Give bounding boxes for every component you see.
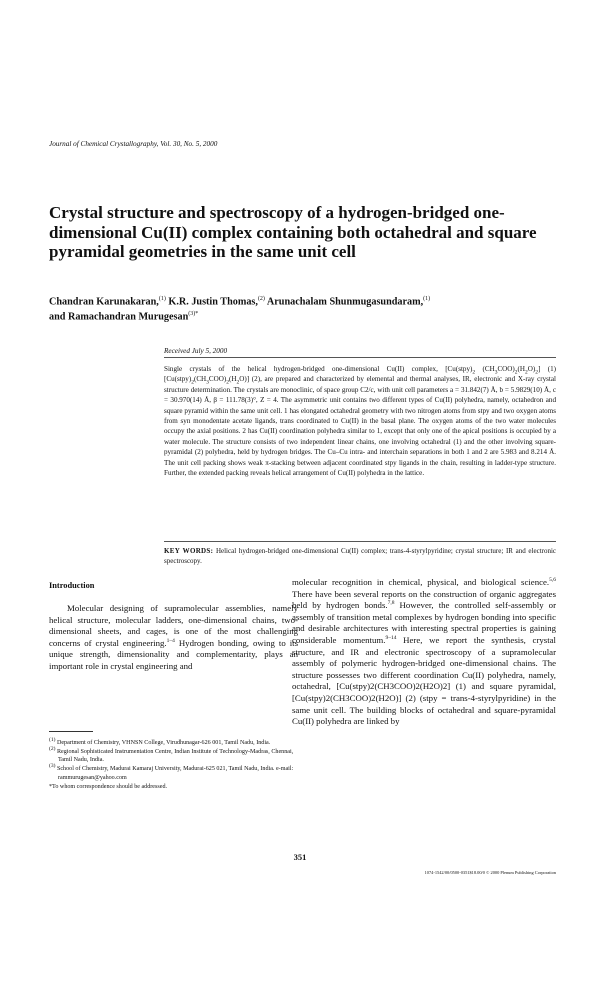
received-date: Received July 5, 2000 — [164, 347, 228, 355]
keywords-text: Helical hydrogen-bridged one-dimensional Cu(II) complex; trans-4-styrylpyridine; crystal structure; IR and electronic spectroscopy. — [164, 547, 557, 565]
footnote: *To whom correspondence should be addressed. — [49, 783, 168, 790]
page-number: 351 — [293, 852, 307, 862]
copyright-line: 1074-1542/00/0500-0351$18.00/0 © 2000 Plenum Publishing Corporation — [424, 870, 556, 875]
intro-right-column: molecular recognition in chemical, physical, and biological science.$^{5,6}$ There have been several reports on the construction of organic aggregates held by hydrogen bonds.$^{7,8}$ However, the controlled self-assembly or assembly of transition metal complexes by hydrogen bonding into specific and desirable architectures with interesting spectral properties is gaining considerable momentum.$^{9-14}$ Here, we report the synthesis, crystal structure, and IR and electronic spectroscopy of a supramolecular assembly of polymeric hydrogen-bridged one-dimensional chains. The structure possesses two different coordination Cu(II) polyhedra, namely, octahedral, [Cu(stpy)2(CH3COO)2(H2O)2] (1) and square pyramidal, [Cu(stpy)2(CH3COO)2(H2O)] (2) (stpy = trans-4-styrylpyridine) in the same unit cell. The building blocks of octahedral and square-pyramidal Cu(II) polyhedra are linked by — [292, 577, 556, 727]
footnote: $^{(1)}$ Department of Chemistry, VHNSN College, Virudhunagar-626 001, Tamil Nadu, India. — [49, 736, 271, 746]
author-affiliation: (2) — [257, 296, 265, 302]
author-affiliation: (1) — [158, 296, 166, 302]
footnote-rule — [49, 731, 93, 732]
author-affiliation: (1) — [423, 296, 431, 302]
section-heading: Introduction — [49, 581, 95, 590]
footnote: $^{(3)}$ School of Chemistry, Madurai Kamaraj University, Madurai-625 021, Tamil Nadu, India. e-mail: rammurugesan@yahoo.com — [49, 763, 294, 781]
intro-left-column: Molecular designing of supramolecular assemblies, namely helical structure, molecular ladders, one-dimensional chains, two-dimensional sheets, and cages, is one of the most challenging concerns of crystal engineering.$^{1-4}$ Hydrogen bonding, owing to its unique strength, dimensionality and complementarity, plays an important role in crystal engineering and — [49, 603, 298, 671]
abstract-bottom-rule — [164, 541, 556, 542]
keywords — [164, 547, 556, 567]
author-affiliation: (3)* — [188, 311, 199, 318]
footnote: $^{(2)}$ Regional Sophisticated Instrumentation Centre, Indian Institute of Technology-Madras, Chennai, Tamil Nadu, India. — [49, 745, 294, 764]
journal-citation: Journal of Chemical Crystallography, Vol. 30, No. 5, 2000 — [49, 140, 218, 148]
article-title: Crystal structure and spectroscopy of a hydrogen-bridged one-dimensional Cu(II) complex containing both octahedral and square pyramidal geometries in the same unit cell — [49, 203, 537, 261]
author-name: Chandran Karunakaran, — [49, 296, 159, 308]
author-name: Arunachalam Shunmugasundaram, — [266, 296, 424, 308]
abstract-text: Single crystals of the helical hydrogen-bridged one-dimensional Cu(II) complex, [$Cu(stpy)_2$ $(CH_3COO)_2(H_2O)_2$] (1) $[Cu(stpy)_2(CH_3COO)_2(H_2O)]$ (2), are prepared and characterized by elemental and thermal analyses, IR, electronic and X-ray crystal structure determination. The crystals are monoclinic, of space group C2/c, with unit cell parameters a = 31.842(7) Å, b = 5.9829(10) Å, c = 30.970(14) Å, β = 111.78(3)°, Z = 4. The asymmetric unit contains two different types of Cu(II) polyhedra, namely, octahedron and square pyramid within the same unit cell. 1 has elongated octahedral geometry with two nitrogen atoms from stpy and two oxygen atoms from syn monodentate acetate ligands, trans coordinated to Cu(II) in the basal plane. The oxygen atoms of the two water molecules occupy the axial positions. 2 has Cu(II) coordination polyhedra similar to 1, except that only one of the apical positions is occupied by a water molecule. The structure consists of two independent linear chains, one involving octahedral (1) and the other involving square-pyramidal (2) polyhedra, held by hydrogen bridges. The Cu–Cu intra- and interchain separations in both 1 and 2 are 5.983 and 8.214 Å. The unit cell packing shows weak π-stacking between adjacent coordinated stpy ligands in the chain, resulting in ladder-type structure. Further, the extended packing reveals helical arrangement of Cu(II) polyhedra in the lattice. — [164, 365, 556, 478]
author-list — [49, 293, 559, 324]
abstract-top-rule — [164, 357, 556, 358]
footnotes — [49, 736, 294, 791]
author-name: and Ramachandran Murugesan — [49, 311, 189, 323]
keywords-label: KEY WORDS: — [164, 547, 214, 555]
author-name: K.R. Justin Thomas, — [168, 296, 258, 308]
